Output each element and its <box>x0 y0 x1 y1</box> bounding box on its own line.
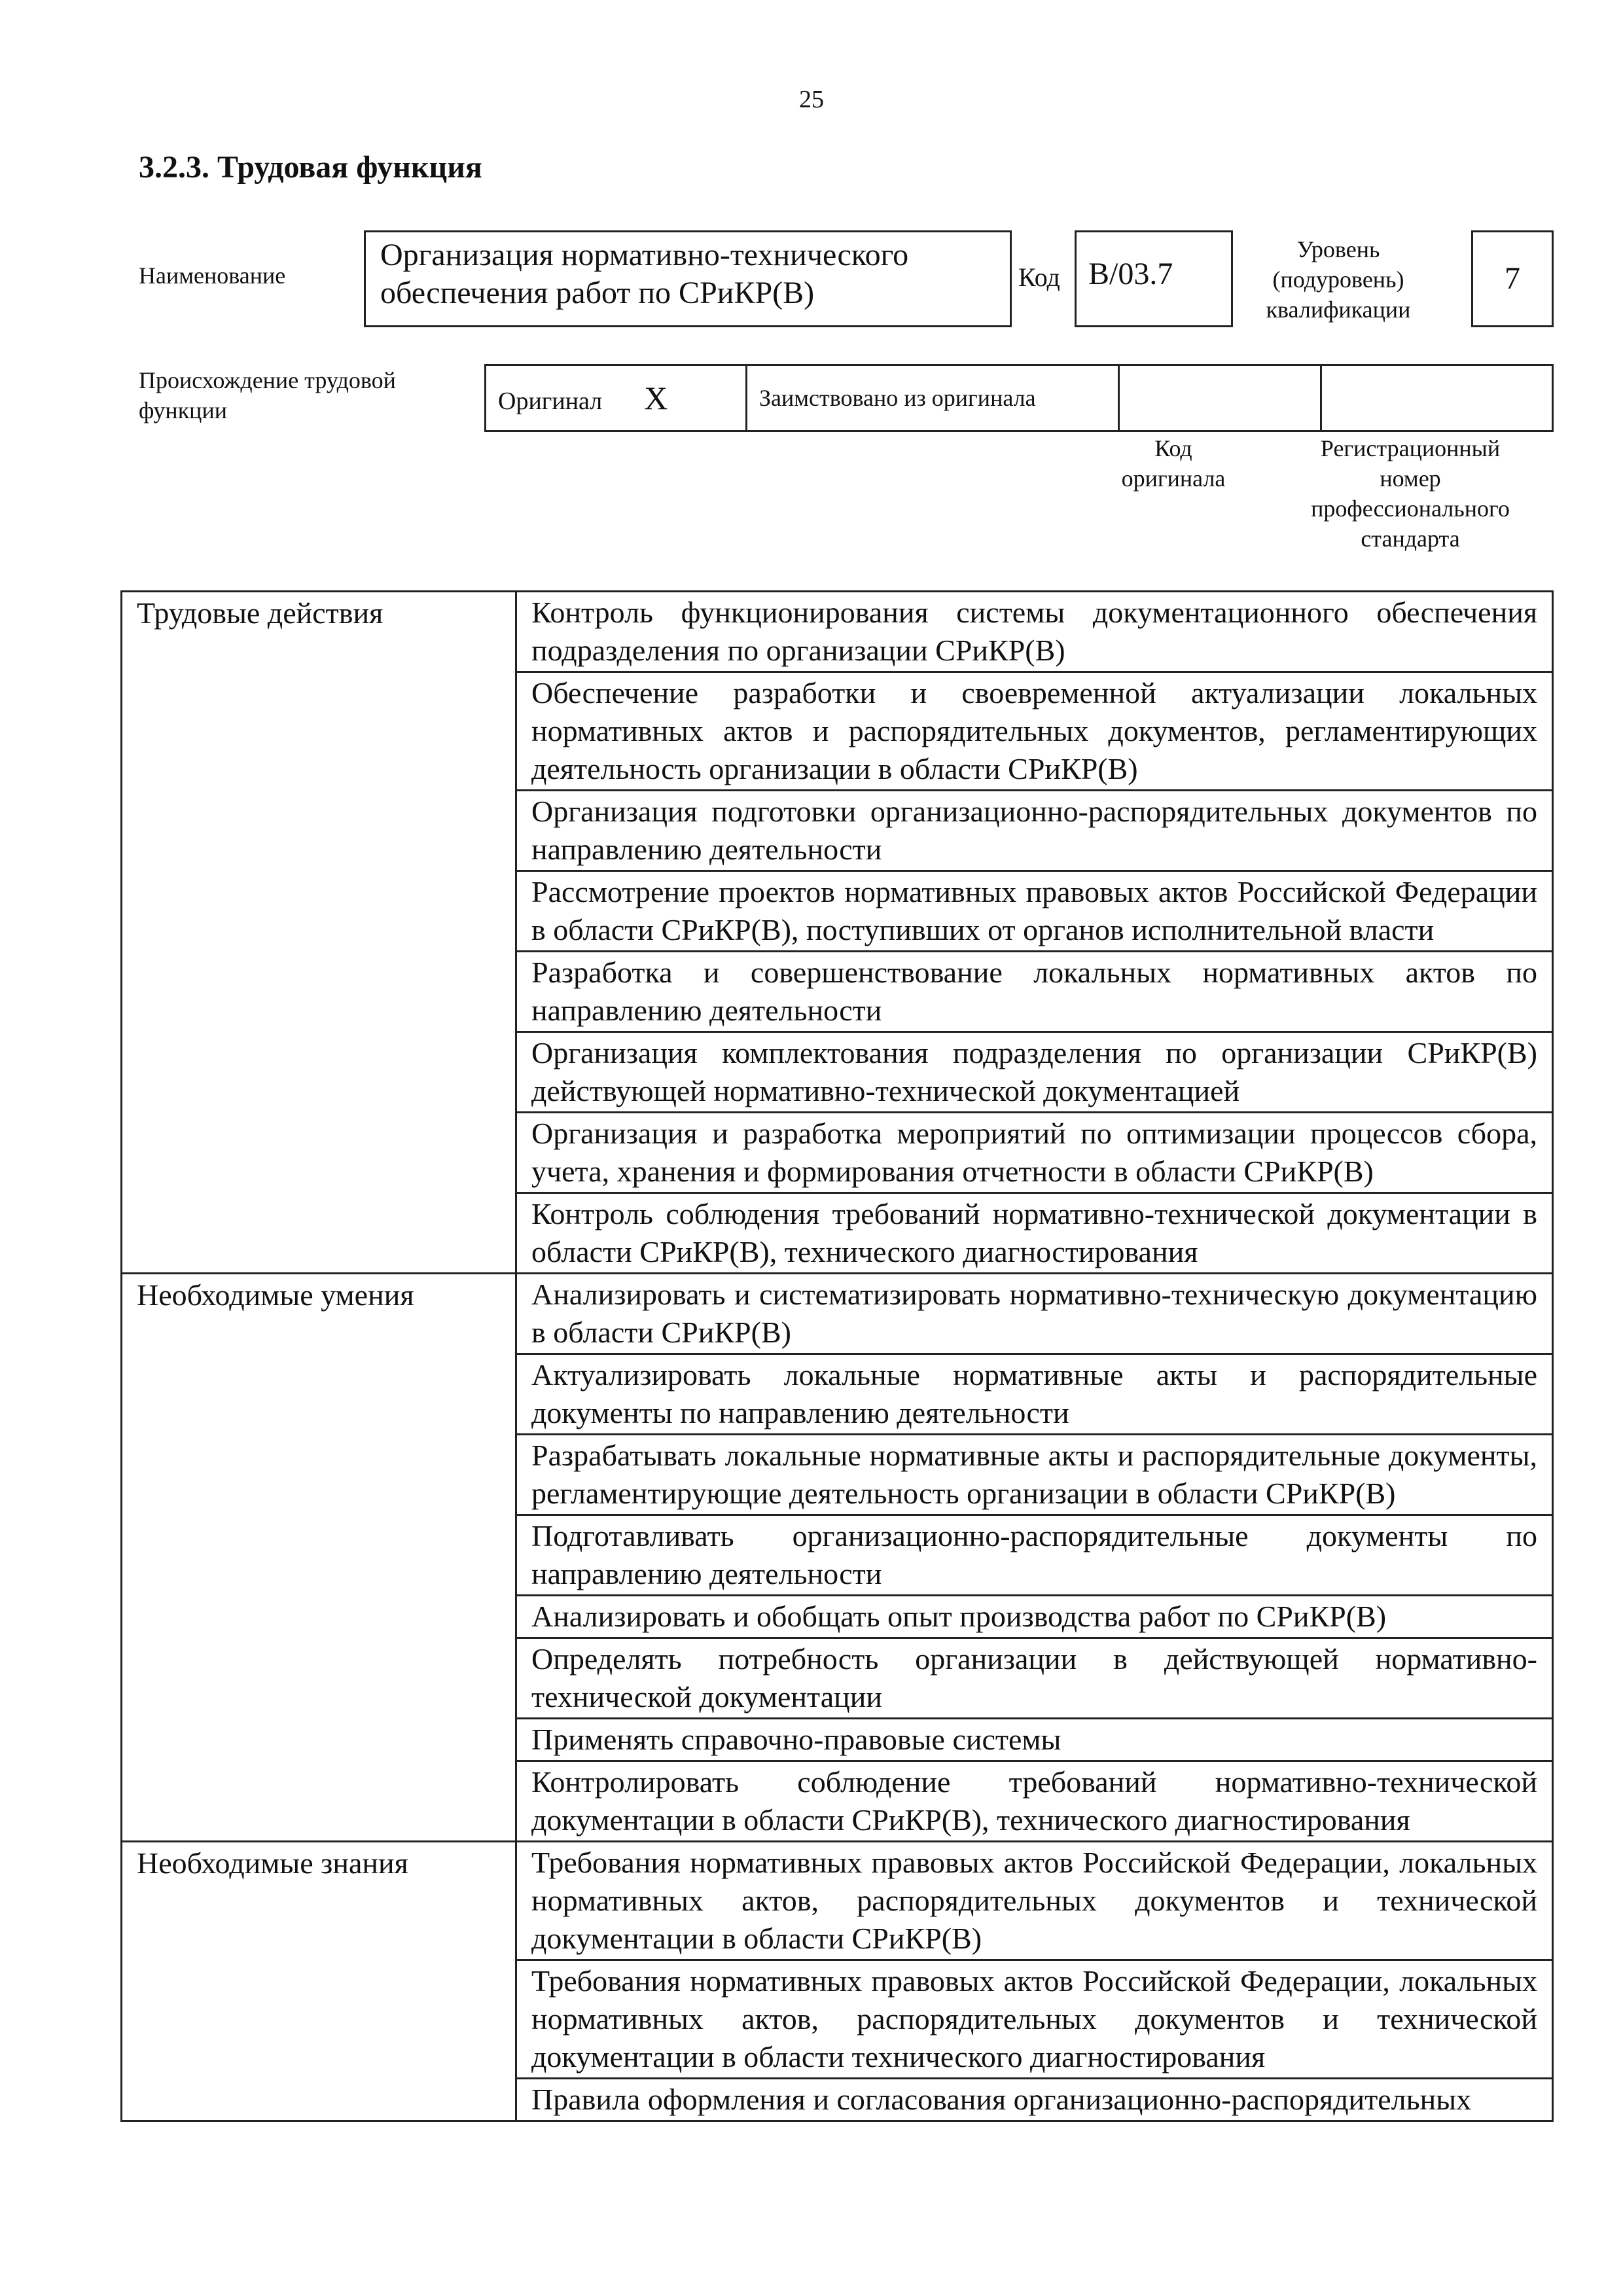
category-labor-actions: Трудовые действия <box>122 592 516 1274</box>
name-label: Наименование <box>139 262 286 289</box>
table-cell: Организация и разработка мероприятий по оптимизации процессов сбора, учета, хранения и формирования отчетности в области СРиКР(В) <box>516 1113 1553 1193</box>
table-cell: Разработка и совершенствование локальных нормативных актов по направлению деятельности <box>516 952 1553 1032</box>
table-cell: Определять потребность организации в действующей нормативно-технической документации <box>516 1638 1553 1719</box>
code-original-label <box>1092 433 1255 493</box>
section-title: 3.2.3. Трудовая функция <box>139 150 482 185</box>
origin-label-text: Происхождение трудовой функции <box>139 367 396 423</box>
table-cell: Организация комплектования подразделения по организации СРиКР(В) действующей нормативно-технической документацией <box>516 1032 1553 1113</box>
original-label: Оригинал <box>498 387 603 415</box>
table-cell: Требования нормативных правовых актов Российской Федерации, локальных нормативных актов, распорядительных документов и технической документации в области технического диагностирования <box>516 1960 1553 2079</box>
function-details-table <box>120 590 1554 2122</box>
code-original-line: оригинала <box>1121 465 1226 492</box>
reg-number-cell <box>1321 365 1553 431</box>
function-code-field: B/03.7 <box>1075 230 1233 327</box>
qualification-level-field: 7 <box>1471 230 1554 327</box>
table-cell: Требования нормативных правовых актов Российской Федерации, локальных нормативных актов, распорядительных документов и технической документации в области СРиКР(В) <box>516 1842 1553 1960</box>
table-row <box>122 592 1553 672</box>
qualification-level-label <box>1243 234 1433 325</box>
table-cell: Актуализировать локальные нормативные акты и распорядительные документы по направлению деятельности <box>516 1354 1553 1435</box>
origin-table <box>484 364 1554 432</box>
level-label-line: (подуровень) <box>1272 266 1404 293</box>
table-cell: Контроль функционирования системы документационного обеспечения подразделения по организации СРиКР(В) <box>516 592 1553 672</box>
table-cell: Контролировать соблюдение требований нормативно-технической документации в области СРиКР(В), технического диагностирования <box>516 1761 1553 1842</box>
table-cell: Рассмотрение проектов нормативных правовых актов Российской Федерации в области СРиКР(В), поступивших от органов исполнительной власти <box>516 871 1553 952</box>
reg-number-label <box>1270 433 1551 554</box>
table-cell: Правила оформления и согласования организационно-распорядительных <box>516 2079 1553 2121</box>
table-cell: Разрабатывать локальные нормативные акты и распорядительные документы, регламентирующие деятельность организации в области СРиКР(В) <box>516 1435 1553 1515</box>
function-name-field: Организация нормативно-технического обеспечения работ по СРиКР(В) <box>364 230 1012 327</box>
table-cell: Применять справочно-правовые системы <box>516 1719 1553 1761</box>
original-mark: X <box>644 380 668 416</box>
table-cell: Анализировать и систематизировать нормативно-техническую документацию в области СРиКР(В) <box>516 1274 1553 1354</box>
table-cell: Подготавливать организационно-распорядительные документы по направлению деятельности <box>516 1515 1553 1596</box>
code-original-line: Код <box>1154 435 1192 461</box>
table-row <box>122 1842 1553 1960</box>
table-cell: Анализировать и обобщать опыт производства работ по СРиКР(В) <box>516 1596 1553 1638</box>
table-cell: Обеспечение разработки и своевременной актуализации локальных нормативных актов и распорядительных документов, регламентирующих деятельность организации в области СРиКР(В) <box>516 672 1553 791</box>
reg-number-line: Регистрационный <box>1320 435 1501 461</box>
level-label-line: квалификации <box>1266 296 1411 323</box>
original-cell <box>486 365 747 431</box>
category-required-skills: Необходимые умения <box>122 1274 516 1842</box>
reg-number-line: профессионального <box>1311 495 1510 522</box>
borrowed-label: Заимствовано из оригинала <box>747 365 1119 431</box>
table-row <box>122 1274 1553 1354</box>
table-cell: Организация подготовки организационно-распорядительных документов по направлению деятельности <box>516 791 1553 871</box>
origin-label <box>139 365 446 425</box>
level-label-line: Уровень <box>1296 236 1380 262</box>
code-original-cell <box>1119 365 1321 431</box>
reg-number-line: номер <box>1380 465 1441 492</box>
table-cell: Контроль соблюдения требований нормативно-технической документации в области СРиКР(В), технического диагностирования <box>516 1193 1553 1274</box>
page-number: 25 <box>799 86 824 113</box>
category-required-knowledge: Необходимые знания <box>122 1842 516 2121</box>
code-label: Код <box>1018 262 1060 292</box>
reg-number-line: стандарта <box>1361 526 1460 552</box>
